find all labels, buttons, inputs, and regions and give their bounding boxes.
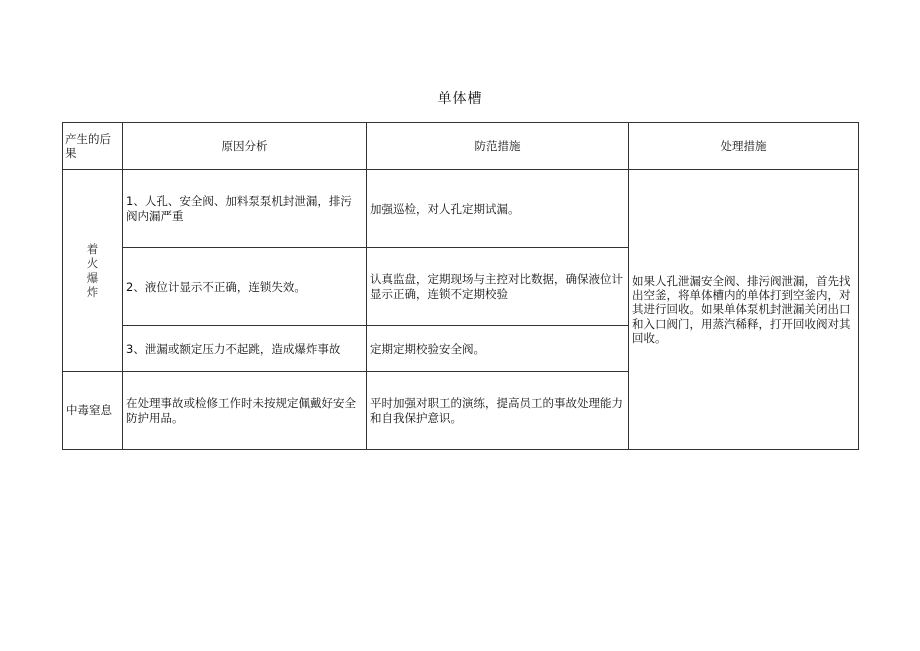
handling-cell: 如果人孔泄漏安全阀、排污阀泄漏，首先找出空釜，将单体槽内的单体打到空釜内，对其进行回收。如果单体泵机封泄漏关闭出口和入口阀门，用蒸汽稀释，打开回收阀对其回收。 xyxy=(629,170,859,450)
cause-cell: 3、泄漏或额定压力不起跳，造成爆炸事故 xyxy=(123,326,367,372)
cause-cell: 1、人孔、安全阀、加料泵泵机封泄漏，排污阀内漏严重 xyxy=(123,170,367,248)
consequence-fire-char: 火 xyxy=(86,256,99,271)
hazard-table xyxy=(62,122,859,450)
header-row xyxy=(63,123,859,170)
header-consequence: 产生的后果 xyxy=(63,123,123,170)
consequence-fire-char: 炸 xyxy=(86,284,99,299)
cause-cell: 在处理事故或检修工作时未按规定佩戴好安全防护用品。 xyxy=(123,372,367,450)
prevention-cell: 认真监盘，定期现场与主控对比数据，确保液位计显示正确，连锁不定期校验 xyxy=(367,248,629,326)
header-handling: 处理措施 xyxy=(629,123,859,170)
consequence-poison: 中毒窒息 xyxy=(63,372,123,450)
page-title: 单体槽 xyxy=(437,91,483,107)
table-row xyxy=(63,170,859,248)
consequence-fire xyxy=(63,170,123,372)
prevention-cell: 加强巡检，对人孔定期试漏。 xyxy=(367,170,629,248)
consequence-fire-char: 着 xyxy=(86,241,99,256)
cause-cell: 2、液位计显示不正确，连锁失效。 xyxy=(123,248,367,326)
consequence-fire-char: 爆 xyxy=(86,270,99,285)
header-cause: 原因分析 xyxy=(123,123,367,170)
header-prevention: 防范措施 xyxy=(367,123,629,170)
prevention-cell: 平时加强对职工的演练，提高员工的事故处理能力和自我保护意识。 xyxy=(367,372,629,450)
prevention-cell: 定期定期校验安全阀。 xyxy=(367,326,629,372)
